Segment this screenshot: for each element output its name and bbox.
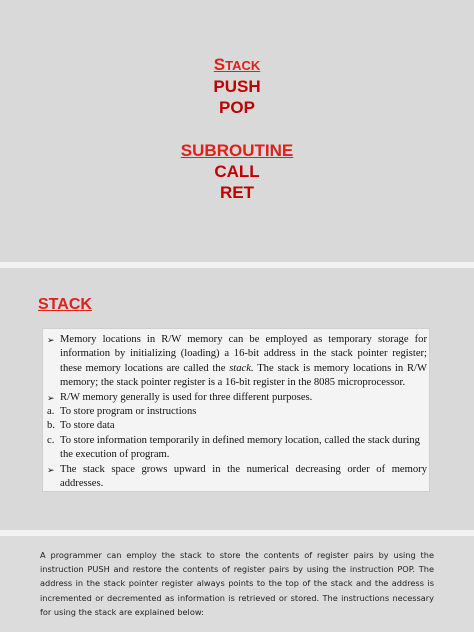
arrow-bullet-icon: ➢ (47, 335, 55, 345)
list-item: c. To store information temporarily in defined memory location, called the stack during the execution of program. (47, 434, 420, 461)
stack-content-card (42, 328, 430, 492)
arrow-bullet-icon: ➢ (47, 392, 55, 403)
title-call: CALL (214, 162, 260, 181)
list-item: a. To store program or instructions (47, 406, 197, 418)
stack-heading: STACK (38, 296, 92, 313)
title-stack: STACK (213, 55, 261, 74)
arrow-bullet-icon: ➢ (47, 464, 55, 475)
title-push: PUSH (213, 77, 261, 96)
title-pop: POP (219, 98, 255, 117)
list-item: ➢ Memory locations in R/W memory can be employed as temporary storage for information by initializing (loading) a 16-bit address in the stack pointer register; these memory locations are called the stack. The stack is memory locations in R/W memory; the stack pointer register is a 16-bit register in the 8085 microprocessor. (47, 334, 428, 389)
list-item: ➢ R/W memory generally is used for three different purposes. (43, 391, 429, 405)
stack-paragraph: A programmer can employ the stack to store the contents of register pairs by using the instruction PUSH and restore the contents of register pairs by using the instruction POP. The address in the stack pointer register always points to the top of the stack and the address is incremented or decremented as information is retrieved or stored. The instructions necessary for using the stack are explained below: (40, 550, 434, 617)
title-block (0, 54, 474, 203)
title-slide (0, 0, 474, 262)
list-item: ➢ The stack space grows upward in the numerical decreasing order of memory addresses. (47, 463, 427, 490)
list-item: b. To store data (47, 420, 115, 432)
title-subroutine: SUBROUTINE (180, 141, 294, 160)
title-ret: RET (220, 183, 254, 202)
